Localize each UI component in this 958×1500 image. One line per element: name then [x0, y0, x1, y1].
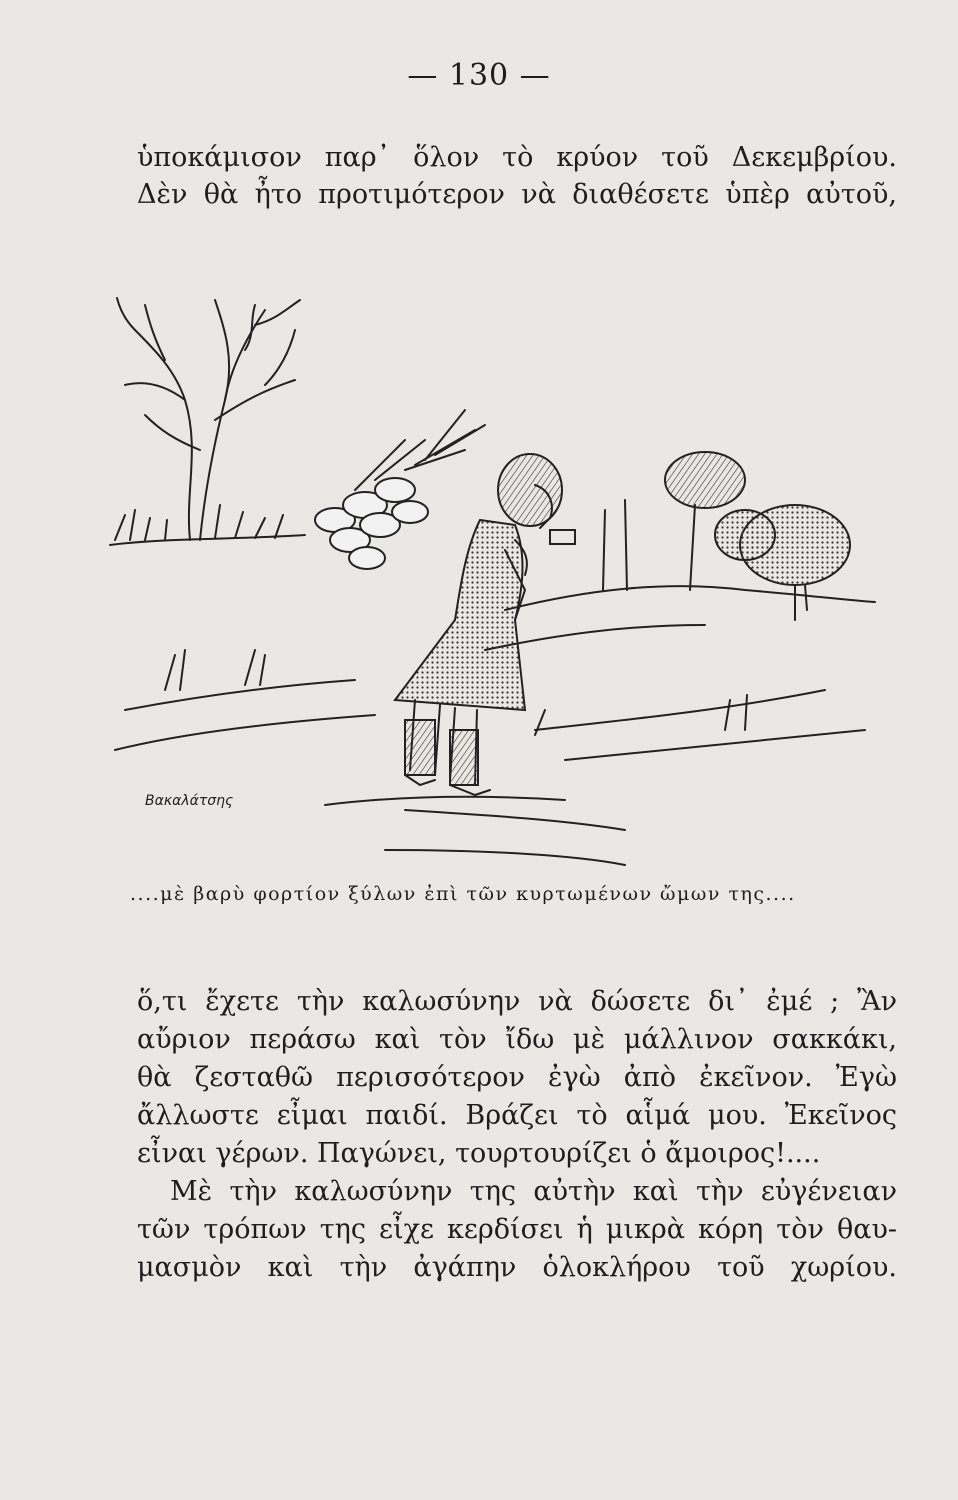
illustration-caption: ....μὲ βαρὺ φορτίον ξύλων ἐπὶ τῶν κυρτωμένων ὤμων της.... — [130, 883, 796, 905]
page-number: — 130 — — [407, 58, 551, 93]
text-line: ἄλλωστε εἶμαι παιδί. Βράζει τὸ αἷμά μου. Ἐκεῖνος — [137, 1100, 897, 1131]
text-line: εἶναι γέρων. Παγώνει, τουρτουρίζει ὁ ἄμοιρος!.... — [137, 1138, 821, 1169]
illustration-girl-carrying-wood — [105, 290, 885, 890]
text-line: αὔριον περάσω καὶ τὸν ἴδω μὲ μάλλινον σακκάκι, — [137, 1024, 897, 1055]
text-line: ὑποκάμισον παρ᾽ ὅλον τὸ κρύον τοῦ Δεκεμβρίου. — [137, 142, 897, 173]
text-line: ὅ,τι ἔχετε τὴν καλωσύνην νὰ δώσετε δι᾽ ἐμέ ; Ἂν — [137, 986, 897, 1017]
text-line: Μὲ τὴν καλωσύνην της αὐτὴν καὶ τὴν εὐγένειαν — [170, 1176, 897, 1207]
text-line: τῶν τρόπων της εἶχε κερδίσει ἡ μικρὰ κόρη τὸν θαυ- — [137, 1214, 897, 1245]
text-line: Δὲν θὰ ἦτο προτιμότερον νὰ διαθέσετε ὑπὲρ αὐτοῦ, — [137, 179, 897, 210]
text-line: θὰ ζεσταθῶ περισσότερον ἐγὼ ἀπὸ ἐκεῖνον. Ἐγὼ — [137, 1062, 897, 1093]
text-line: μασμὸν καὶ τὴν ἀγάπην ὁλοκλήρου τοῦ χωρίου. — [137, 1252, 897, 1283]
artist-signature: Βακαλάτσης — [145, 793, 234, 809]
